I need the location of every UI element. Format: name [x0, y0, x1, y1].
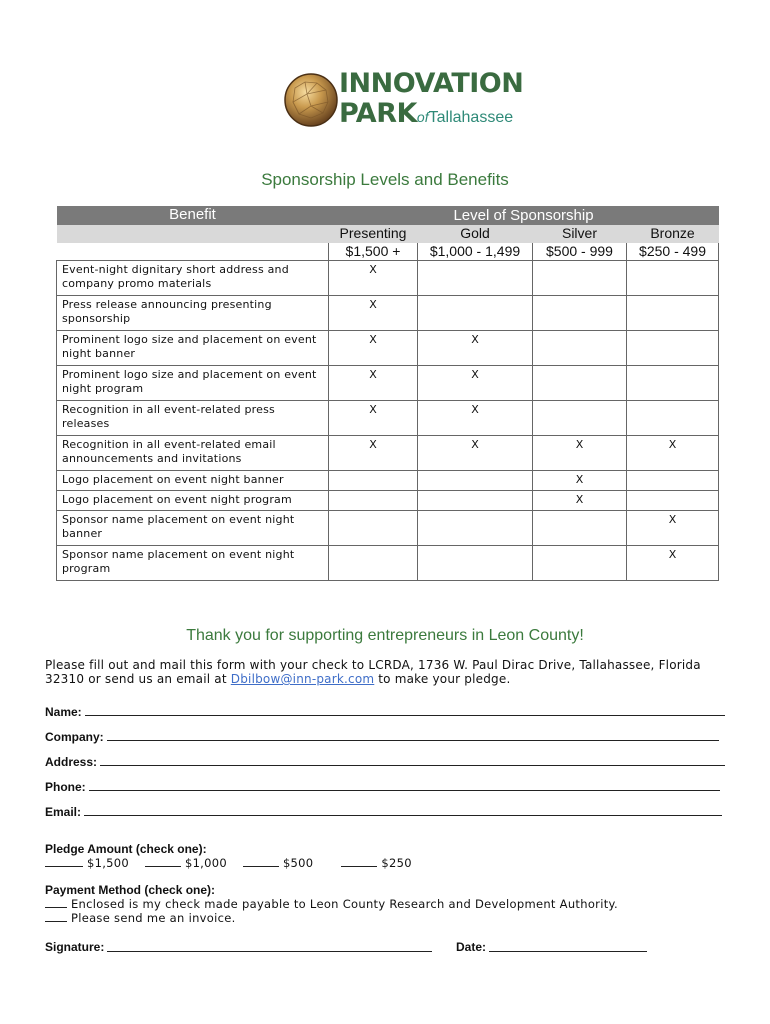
- payment-heading: Payment Method (check one):: [45, 883, 216, 897]
- instructions-text: Please fill out and mail this form with your check to LCRDA, 1736 W. Paul Dirac Drive, Tallahassee, Florida 32310 or send us an email at: [45, 658, 701, 686]
- level-mark-cell: X: [418, 435, 533, 470]
- payment-checkline[interactable]: [45, 912, 67, 922]
- pledge-option-500[interactable]: [243, 856, 313, 870]
- logo-park-text: PARK: [339, 98, 417, 129]
- date-line[interactable]: [489, 951, 647, 952]
- level-mark-cell: X: [329, 400, 418, 435]
- phone-field[interactable]: [45, 776, 720, 794]
- table-row: [57, 490, 719, 510]
- level-mark-cell: [533, 510, 627, 545]
- payment-option-check-label: Enclosed is my check made payable to Leon County Research and Development Authority.: [70, 897, 618, 911]
- name-field[interactable]: [45, 701, 725, 719]
- level-mark-cell: X: [329, 295, 418, 330]
- table-row: [57, 365, 719, 400]
- level-mark-cell: X: [329, 330, 418, 365]
- benefit-column-header: Benefit: [57, 206, 329, 225]
- phone-line[interactable]: [89, 790, 720, 791]
- benefit-cell: Sponsor name placement on event night program: [57, 545, 329, 580]
- benefit-cell: Prominent logo size and placement on event night program: [57, 365, 329, 400]
- payment-option-check[interactable]: [45, 897, 618, 911]
- payment-checkline[interactable]: [45, 898, 67, 908]
- level-mark-cell: [533, 260, 627, 295]
- level-price-silver: $500 - 999: [533, 243, 627, 260]
- address-line[interactable]: [100, 765, 725, 766]
- level-mark-cell: [418, 295, 533, 330]
- table-row: [57, 260, 719, 295]
- level-mark-cell: [418, 510, 533, 545]
- level-mark-cell: [627, 330, 719, 365]
- table-header-row: [57, 206, 719, 225]
- level-mark-cell: [627, 295, 719, 330]
- address-field[interactable]: [45, 751, 725, 769]
- level-mark-cell: X: [329, 435, 418, 470]
- thank-you-heading: Thank you for supporting entrepreneurs in Leon County!: [186, 627, 584, 644]
- instructions: [45, 658, 725, 686]
- level-mark-cell: [533, 545, 627, 580]
- table-row: [57, 510, 719, 545]
- logo-wordmark-innovation: INNOVATION: [339, 68, 524, 99]
- level-mark-cell: [627, 400, 719, 435]
- email-field[interactable]: [45, 801, 722, 819]
- pledge-amount-label: $500: [282, 856, 314, 870]
- pledge-checkline[interactable]: [145, 857, 181, 867]
- company-label: Company:: [45, 730, 104, 744]
- level-mark-cell: [627, 365, 719, 400]
- benefit-cell: Logo placement on event night banner: [57, 470, 329, 490]
- level-mark-cell: [329, 545, 418, 580]
- pledge-option-1000[interactable]: [145, 856, 227, 870]
- company-line[interactable]: [107, 740, 719, 741]
- pledge-checkline[interactable]: [243, 857, 279, 867]
- level-mark-cell: X: [627, 545, 719, 580]
- level-mark-cell: X: [418, 365, 533, 400]
- level-mark-cell: X: [533, 490, 627, 510]
- level-mark-cell: [418, 470, 533, 490]
- pledge-option-1500[interactable]: [45, 856, 129, 870]
- table-row: [57, 545, 719, 580]
- payment-option-invoice-label: Please send me an invoice.: [70, 911, 236, 925]
- level-mark-cell: [329, 490, 418, 510]
- email-label: Email:: [45, 805, 82, 819]
- level-name-spacer: [57, 225, 329, 243]
- email-line[interactable]: [84, 815, 722, 816]
- pledge-amount-label: $250: [381, 856, 412, 870]
- signature-label: Signature:: [45, 940, 105, 954]
- level-price-row: [57, 243, 719, 260]
- pledge-amount-label: $1,500: [86, 856, 130, 870]
- level-mark-cell: [627, 470, 719, 490]
- level-price-gold: $1,000 - 1,499: [418, 243, 533, 260]
- level-mark-cell: X: [418, 400, 533, 435]
- payment-option-invoice[interactable]: [45, 911, 236, 925]
- level-mark-cell: [418, 545, 533, 580]
- benefit-cell: Logo placement on event night program: [57, 490, 329, 510]
- level-mark-cell: [329, 470, 418, 490]
- logo-of-text: of: [416, 109, 429, 125]
- date-field[interactable]: [456, 938, 647, 954]
- level-mark-cell: X: [329, 365, 418, 400]
- level-mark-cell: X: [533, 435, 627, 470]
- pledge-amount-label: $1,000: [184, 856, 227, 870]
- level-mark-cell: [418, 490, 533, 510]
- level-mark-cell: [627, 490, 719, 510]
- page-title: Sponsorship Levels and Benefits: [261, 170, 509, 189]
- pledge-options: [45, 856, 424, 870]
- golden-sphere-logo-icon: [283, 72, 339, 128]
- address-label: Address:: [45, 755, 98, 769]
- level-mark-cell: [418, 260, 533, 295]
- pledge-heading: Pledge Amount (check one):: [45, 842, 207, 856]
- benefit-cell: Recognition in all event-related email announcements and invitations: [57, 435, 329, 470]
- level-mark-cell: [627, 260, 719, 295]
- logo-wordmark-park: [339, 98, 513, 134]
- email-link[interactable]: Dbilbow@inn-park.com: [230, 672, 375, 686]
- benefit-cell: Sponsor name placement on event night banner: [57, 510, 329, 545]
- level-price-bronze: $250 - 499: [627, 243, 719, 260]
- pledge-checkline[interactable]: [45, 857, 83, 867]
- benefit-cell: Recognition in all event-related press releases: [57, 400, 329, 435]
- level-mark-cell: X: [418, 330, 533, 365]
- table-row: [57, 330, 719, 365]
- level-mark-cell: X: [627, 435, 719, 470]
- table-row: [57, 295, 719, 330]
- table-row: [57, 470, 719, 490]
- pledge-option-250[interactable]: [341, 856, 411, 870]
- level-mark-cell: X: [329, 260, 418, 295]
- level-mark-cell: [533, 400, 627, 435]
- level-name-silver: Silver: [533, 225, 627, 243]
- level-column-header: Level of Sponsorship: [329, 206, 719, 225]
- benefit-cell: Prominent logo size and placement on event night banner: [57, 330, 329, 365]
- level-mark-cell: [533, 365, 627, 400]
- level-mark-cell: [329, 510, 418, 545]
- benefit-rows: [57, 260, 719, 580]
- level-price-presenting: $1,500 +: [329, 243, 418, 260]
- sponsorship-table: [56, 206, 719, 581]
- signature-line[interactable]: [107, 951, 432, 952]
- phone-label: Phone:: [45, 780, 86, 794]
- company-field[interactable]: [45, 726, 719, 744]
- logo-city-text: Tallahassee: [428, 109, 514, 126]
- name-label: Name:: [45, 705, 82, 719]
- level-mark-cell: [533, 330, 627, 365]
- level-mark-cell: [533, 295, 627, 330]
- logo: [283, 70, 533, 130]
- level-mark-cell: X: [533, 470, 627, 490]
- level-mark-cell: X: [627, 510, 719, 545]
- name-line[interactable]: [85, 715, 725, 716]
- instructions-text-end: to make your pledge.: [374, 672, 511, 686]
- level-price-spacer: [57, 243, 329, 260]
- date-label: Date:: [456, 940, 487, 954]
- level-name-presenting: Presenting: [329, 225, 418, 243]
- level-name-bronze: Bronze: [627, 225, 719, 243]
- level-name-row: [57, 225, 719, 243]
- benefit-cell: Press release announcing presenting sponsorship: [57, 295, 329, 330]
- table-row: [57, 435, 719, 470]
- pledge-checkline[interactable]: [341, 857, 377, 867]
- benefit-cell: Event-night dignitary short address and company promo materials: [57, 260, 329, 295]
- level-name-gold: Gold: [418, 225, 533, 243]
- table-row: [57, 400, 719, 435]
- signature-field[interactable]: [45, 938, 432, 954]
